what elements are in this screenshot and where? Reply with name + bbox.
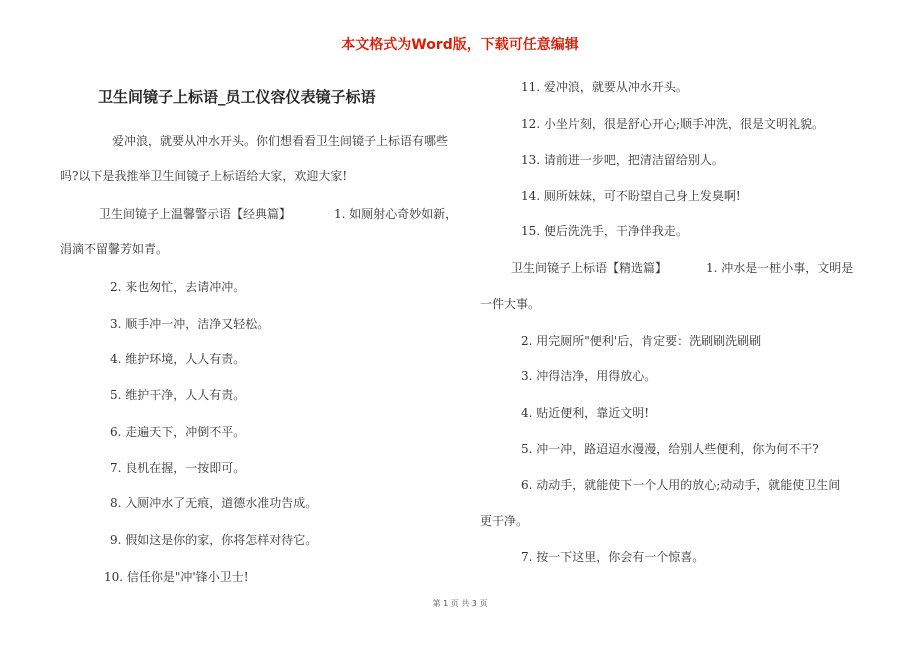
page-number-footer: 第 1 页 共 3 页 [432,599,488,608]
list-item: 9. 假如这是你的家，你将怎样对待它。 [110,533,318,547]
list-item: 11. 爱冲浪，就要从冲水开头。 [521,80,688,94]
intro-line-1: 爱冲浪，就要从冲水开头。你们想看看卫生间镜子上标语有哪些 [112,134,449,148]
intro-line-2: 吗?以下是我推举卫生间镜子上标语给大家，欢迎大家! [60,169,348,183]
page-title: 卫生间镜子上标语_员工仪容仪表镜子标语 [98,88,376,106]
list-item: 1. 如厕射心奇妙如新， [334,207,458,221]
list-item: 7. 良机在握，一按即可。 [110,461,246,475]
list-item: 15. 便后洗洗手，干净伴我走。 [521,224,688,238]
list-item: 3. 顺手冲一冲，洁净又轻松。 [110,317,270,331]
list-item: 6. 走遍天下，冲倒不平。 [110,425,246,439]
list-item-continuation: 涓滴不留馨芳如青。 [60,242,169,256]
list-item: 12. 小坐片刻，很是舒心开心;顺手冲洗，很是文明礼貌。 [521,117,824,131]
list-item-continuation: 一件大事。 [480,297,541,311]
list-item: 2. 来也匆忙，去请冲冲。 [110,280,246,294]
download-banner: 本文格式为Word版，下载可任意编辑 [341,37,579,53]
list-item-continuation: 更干净。 [480,514,529,528]
list-item: 13. 请前进一步吧，把清洁留给别人。 [521,153,724,167]
section-heading-classic: 卫生间镜子上温馨警示语【经典篇】 [99,207,292,221]
list-item: 4. 贴近便利，靠近文明! [521,406,650,420]
list-item: 5. 维护干净，人人有责。 [110,388,246,402]
list-item: 10. 信任你是"冲'锋小卫士! [104,570,249,584]
list-item: 14. 厕所妹妹，可不盼望自己身上发臭啊! [521,189,741,203]
list-item: 5. 冲一冲，路迢迢水漫漫，给别人些便利，你为何不干? [521,442,819,456]
list-item: 1. 冲水是一桩小事，文明是 [706,261,854,275]
list-item: 2. 用完厕所"便利'后，肯定要：洗刷刷洗刷刷 [521,334,762,348]
list-item: 7. 按一下这里，你会有一个惊喜。 [521,550,705,564]
list-item: 4. 维护环境，人人有责。 [110,352,246,366]
section-heading-selected: 卫生间镜子上标语【精选篇】 [511,261,668,275]
list-item: 8. 入厕冲水了无痕，道德水准功告成。 [110,496,318,510]
list-item: 3. 冲得洁净，用得放心。 [521,369,657,383]
list-item: 6. 动动手，就能使下一个人用的放心;动动手，就能使卫生间 [521,478,841,492]
